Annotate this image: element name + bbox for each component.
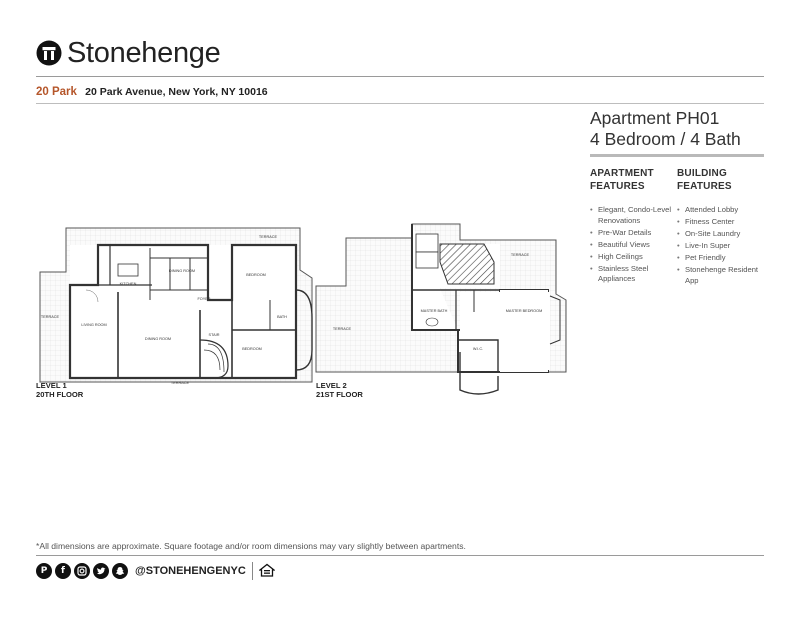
twitter-icon[interactable] bbox=[93, 563, 109, 579]
building-features-heading-line1: BUILDING bbox=[677, 168, 727, 179]
room-label: TERRACE bbox=[332, 327, 352, 331]
room-label: TERRACE bbox=[170, 381, 190, 385]
footer-separator bbox=[252, 562, 253, 580]
list-item: • Live-In Super bbox=[677, 241, 763, 252]
stair-void bbox=[440, 244, 494, 284]
level1-label-line2: 20TH FLOOR bbox=[36, 390, 84, 399]
room-label: W.I.C. bbox=[472, 347, 484, 351]
room-label: STAIR bbox=[208, 333, 220, 337]
list-item: • Stainless Steel Appliances bbox=[590, 264, 676, 285]
footer-divider bbox=[36, 555, 764, 556]
building-name: 20 Park bbox=[36, 86, 77, 98]
room-label: TERRACE bbox=[258, 235, 278, 239]
list-item: • Attended Lobby bbox=[677, 205, 763, 216]
apartment-title: Apartment PH01 bbox=[590, 108, 720, 128]
list-item: • Elegant, Condo-Level Renovations bbox=[590, 205, 676, 226]
level2-plan bbox=[316, 224, 566, 394]
room-label: LIVING ROOM bbox=[81, 323, 107, 327]
apartment-features-heading-line1: APARTMENT bbox=[590, 168, 654, 179]
social-bar bbox=[36, 562, 275, 580]
equal-housing-icon bbox=[259, 563, 275, 579]
level1-label-line1: LEVEL 1 bbox=[36, 381, 67, 390]
brand-name: Stonehenge bbox=[67, 37, 221, 69]
pinterest-icon[interactable]: P bbox=[36, 563, 52, 579]
room-label: DINING ROOM bbox=[144, 337, 172, 341]
room-label: MASTER BATH bbox=[420, 309, 448, 313]
room-label: BEDROOM bbox=[242, 347, 262, 351]
room-label: DINING ROOM bbox=[168, 269, 196, 273]
building-features-heading-line2: FEATURES bbox=[677, 180, 732, 192]
building-address: 20 Park Avenue, New York, NY 10016 bbox=[85, 86, 268, 98]
level2-label-line2: 21ST FLOOR bbox=[316, 390, 363, 399]
room-label: FOYER bbox=[197, 297, 211, 301]
level1-plan bbox=[40, 228, 312, 385]
room-label: TERRACE bbox=[40, 315, 60, 319]
apartment-layout: 4 Bedroom / 4 Bath bbox=[590, 129, 741, 149]
list-item: • Pet Friendly bbox=[677, 253, 763, 264]
level2-label bbox=[316, 381, 363, 399]
list-item: • High Ceilings bbox=[590, 252, 676, 263]
level1-label bbox=[36, 381, 83, 399]
room-label: BEDROOM bbox=[246, 273, 266, 277]
room-label: KITCHEN bbox=[119, 282, 137, 286]
facebook-icon[interactable]: f bbox=[55, 563, 71, 579]
list-item: • Stonehenge Resident App bbox=[677, 265, 763, 286]
social-handle[interactable]: @STONEHENGENYC bbox=[135, 565, 246, 577]
list-item: • On-Site Laundry bbox=[677, 229, 763, 240]
disclaimer: *All dimensions are approximate. Square footage and/or room dimensions may vary slightly between apartments. bbox=[36, 541, 466, 551]
list-item: • Beautiful Views bbox=[590, 240, 676, 251]
room-label: MASTER BEDROOM bbox=[505, 309, 543, 313]
apartment-features-heading-line2: FEATURES bbox=[590, 180, 645, 192]
instagram-icon[interactable] bbox=[74, 563, 90, 579]
list-item: • Pre-War Details bbox=[590, 228, 676, 239]
room-label: BATH bbox=[277, 315, 287, 319]
list-item: • Fitness Center bbox=[677, 217, 763, 228]
snapchat-icon[interactable] bbox=[112, 563, 128, 579]
level2-label-line1: LEVEL 2 bbox=[316, 381, 347, 390]
room-label: TERRACE bbox=[510, 253, 530, 257]
